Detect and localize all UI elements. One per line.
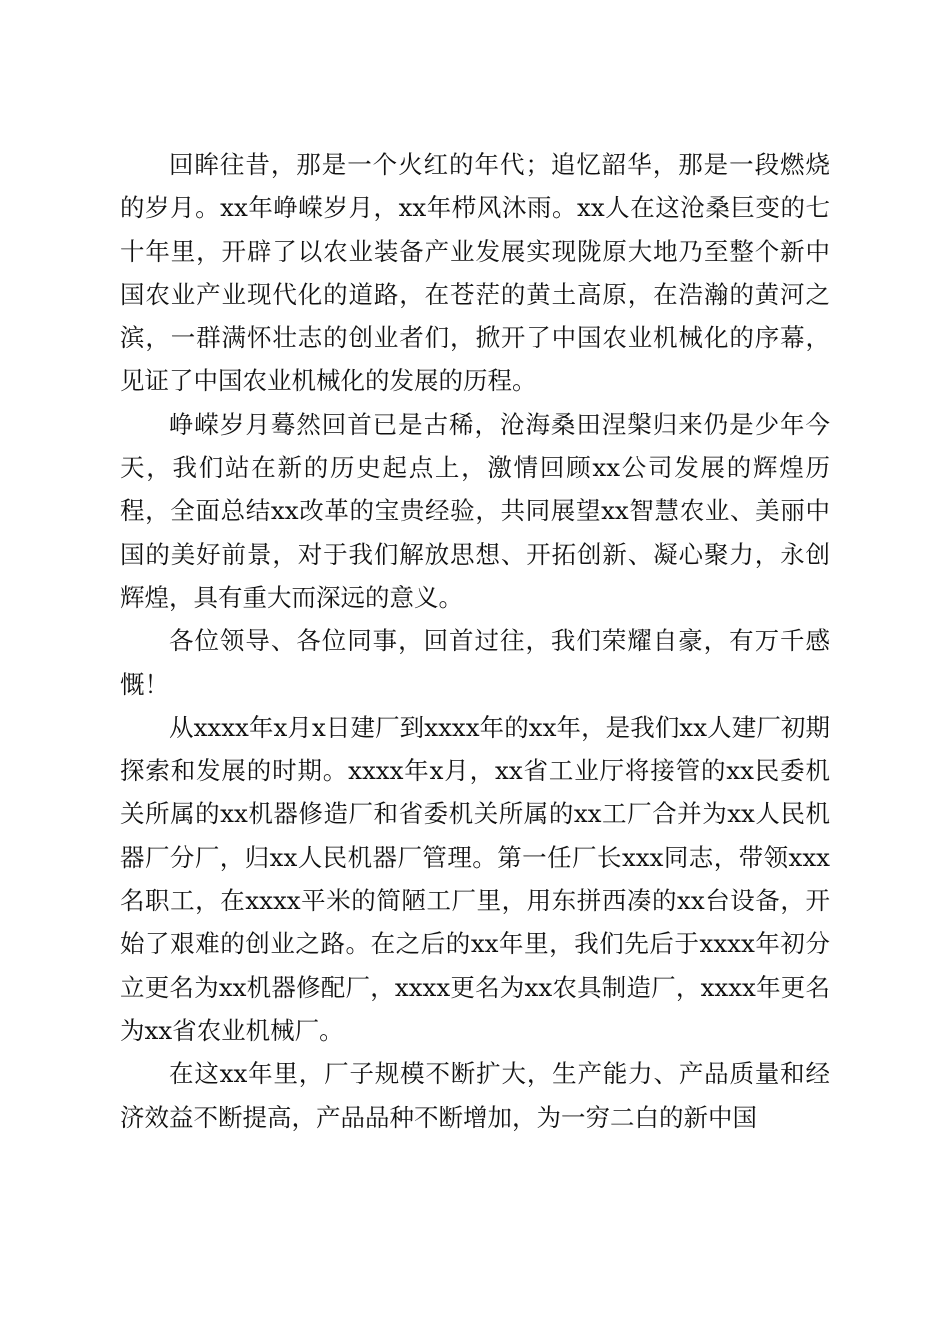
paragraph-1: 回眸往昔，那是一个火红的年代；追忆韶华，那是一段燃烧的岁月。xx年峥嵘岁月，xx年栉风沐雨。xx人在这沧桑巨变的七十年里，开辟了以农业装备产业发展实现陇原大地乃至整个新中国农业产业现代化的道路，在苍茫的黄土高原，在浩瀚的黄河之滨，一群满怀壮志的创业者们，掀开了中国农业机械化的序幕，见证了中国农业机械化的发展的历程。 (120, 150, 830, 396)
paragraph-3: 各位领导、各位同事，回首过往，我们荣耀自豪，有万千感慨！ (120, 626, 830, 699)
paragraph-4: 从xxxx年x月x日建厂到xxxx年的xx年，是我们xx人建厂初期探索和发展的时期。xxxx年x月，xx省工业厅将接管的xx民委机关所属的xx机器修造厂和省委机关所属的xx工厂合并为xx人民机器厂分厂，归xx人民机器厂管理。第一任厂长xxx同志，带领xxx名职工，在xxxx平米的简陋工厂里，用东拼西凑的xx台设备，开始了艰难的创业之路。在之后的xx年里，我们先后于xxxx年初分立更名为xx机器修配厂，xxxx更名为xx农具制造厂，xxxx年更名为xx省农业机械厂。 (120, 712, 830, 1045)
paragraph-5: 在这xx年里，厂子规模不断扩大，生产能力、产品质量和经济效益不断提高，产品品种不断增加，为一穷二白的新中国 (120, 1059, 830, 1132)
document-page (120, 143, 830, 1139)
paragraph-2: 峥嵘岁月蓦然回首已是古稀，沧海桑田涅槃归来仍是少年今天，我们站在新的历史起点上，激情回顾xx公司发展的辉煌历程，全面总结xx改革的宝贵经验，共同展望xx智慧农业、美丽中国的美好前景，对于我们解放思想、开拓创新、凝心聚力，永创辉煌，具有重大而深远的意义。 (120, 409, 830, 612)
